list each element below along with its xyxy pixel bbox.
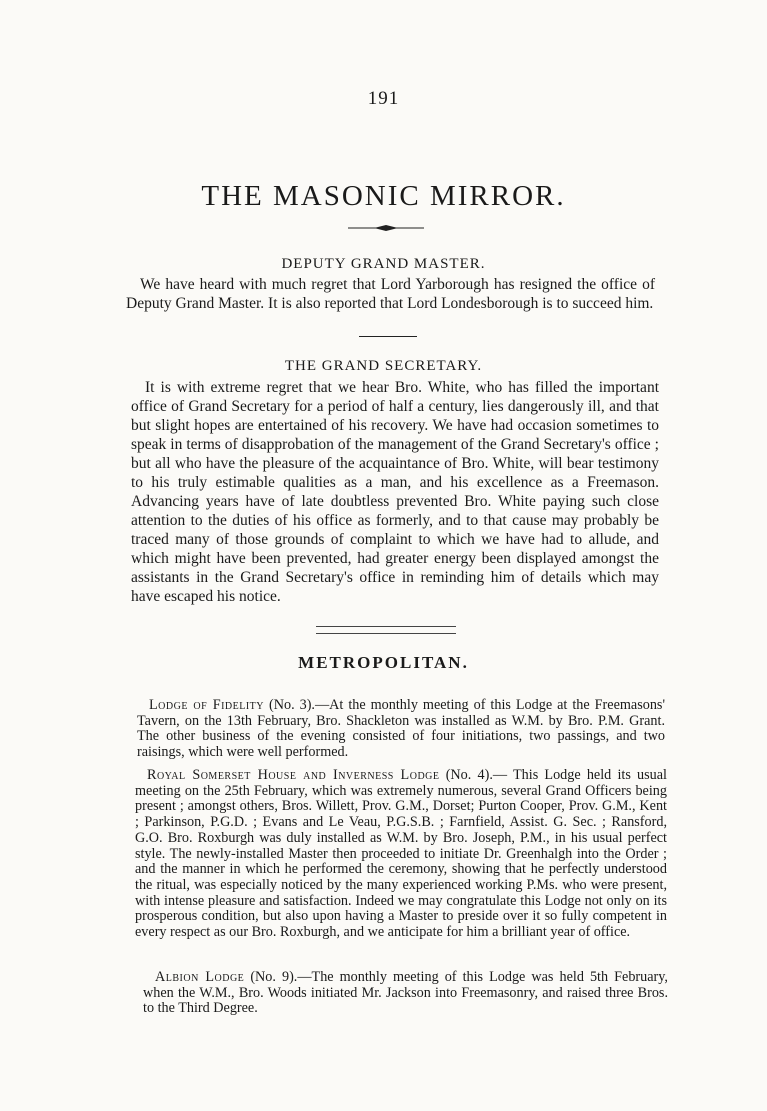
- lodge-entry-text: (No. 4).— This Lodge held its usual meeting on the 25th February, which was extremely numerous, several Grand Officers being present ; amongst others, Bros. Willett, Prov. G.M., Dorset; Purton Cooper, Prov. G.M., Kent ; Parkinson, P.G.D. ; Evans and Le Veau, P.G.S.B. ; Farnfield, Assist. G. Sec. ; Ransford, G.O. Bro. Roxburgh was duly installed as W.M. by Bro. Joseph, P.M., in his usual perfect style. The newly-installed Master then proceeded to initiate Dr. Greenhalgh into the Order ; and the manner in which he performed the ceremony, showing that he perfectly understood the ritual, was especially noticed by the many experienced working P.Ms. who were present, with intense pleasure and satisfaction. Indeed we may congratulate this Lodge not only on its prosperous condition, but also upon having a Master to preside over it so fully competent in every respect as our Bro. Roxburgh, and we anticipate for him a brilliant year of office.: [135, 767, 667, 941]
- lodge-name: Albion Lodge: [155, 969, 245, 985]
- page-title: THE MASONIC MIRROR.: [201, 180, 566, 212]
- secretary-body: It is with extreme regret that we hear Bro. White, who has filled the important office of Grand Secretary for a period of half a century, lies dangerously ill, and that but slight hopes are entertained of his recovery. We have had occasion sometimes to speak in terms of disapprobation of the management of the Grand Secretary's office ; but all who have the pleasure of the acquaintance of Bro. White, will bear testimony to his truly estimable qualities as a man, and his excellence as a Freemason. Advancing years have of late doubtless prevented Bro. White paying such close attention to the duties of his office as formerly, and to that cause may probably be traced many of those grounds of complaint to which we have had to allude, and which might have been prevented, had greater energy been displayed amongst the assistants in the Grand Secretary's office in reminding him of details which may have escaped his notice.: [131, 379, 659, 605]
- lodge-entry: [143, 970, 668, 1017]
- lodge-name: Lodge of Fidelity: [149, 697, 265, 713]
- lodge-entry-text: (No. 3).—At the monthly meeting of this Lodge at the Freemasons' Tavern, on the 13th February, Bro. Shackleton was installed as W.M. by Bro. P.M. Grant. The other business of the evening consisted of four initiations, two passings, and two raisings, which were well performed.: [137, 697, 665, 761]
- metropolitan-heading: METROPOLITAN.: [298, 653, 469, 672]
- section-divider: [359, 336, 417, 337]
- lodge-name: Royal Somerset House and Inverness Lodge: [147, 767, 440, 783]
- double-divider: [316, 626, 456, 634]
- lodge-entry-text: (No. 9).—The monthly meeting of this Lodge was held 5th February, when the W.M., Bro. Woods initiated Mr. Jackson into Freemasonry, and raised three Bros. to the Third Degree.: [143, 969, 668, 1017]
- secretary-heading: THE GRAND SECRETARY.: [284, 358, 483, 374]
- lodge-entry: [135, 768, 667, 941]
- page-number: 191: [367, 88, 400, 109]
- deputy-heading: DEPUTY GRAND MASTER.: [281, 256, 486, 272]
- lodge-entry: [137, 698, 665, 761]
- title-ornament-icon: [348, 223, 424, 233]
- deputy-body: We have heard with much regret that Lord Yarborough has resigned the office of Deputy Grand Master. It is also reported that Lord Londesborough is to succeed him.: [126, 276, 655, 312]
